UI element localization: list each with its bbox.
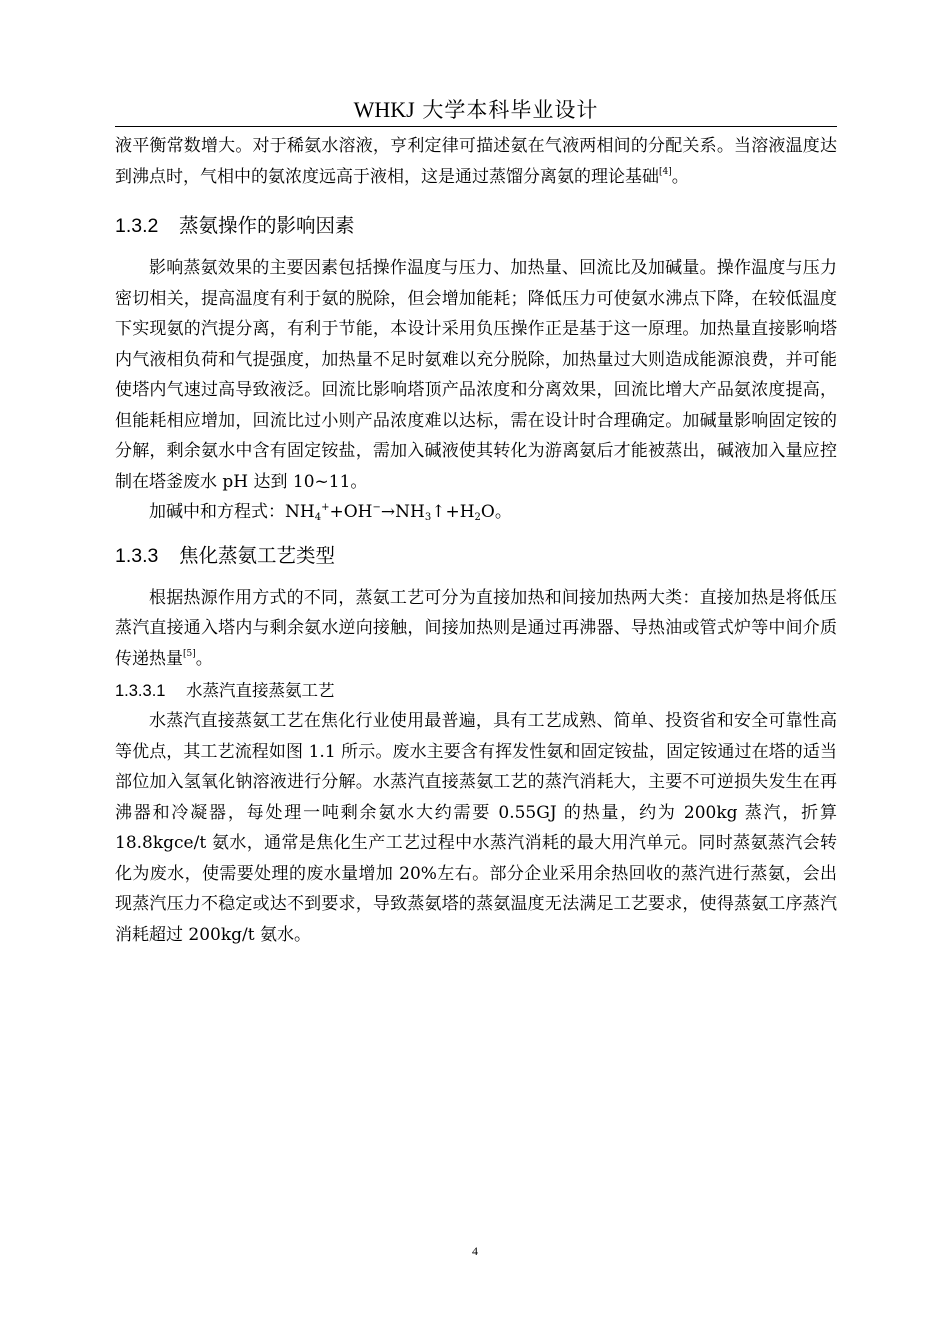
formula-sub: 2 — [474, 512, 481, 523]
formula-sub: 4 — [314, 512, 322, 523]
formula-end: 。 — [494, 502, 512, 522]
formula-nh4: NH — [285, 502, 315, 522]
paragraph-continued — [115, 131, 837, 192]
paragraph-direct-steam: 水蒸汽直接蒸氨工艺在焦化行业使用最普遍，具有工艺成熟、简单、投资省和安全可靠性高等优点，其工艺流程如图 1.1 所示。废水主要含有挥发性氨和固定铵盐，固定铵通过在塔的适当部位加入氢氧化钠溶液进行分解。水蒸汽直接蒸氨工艺的蒸汽消耗大，主要不可逆损失发生在再沸器和冷凝器，每处理一吨剩余氨水大约需要 0.55GJ 的热量，约为 200kg 蒸汽，折算 18.8kgce/t 氨水，通常是焦化生产工艺过程中水蒸汽消耗的最大用汽单元。同时蒸氨蒸汽会转化为废水，使需要处理的废水量增加 20%左右。部分企业采用余热回收的蒸汽进行蒸氨，会出现蒸汽压力不稳定或达不到要求，导致蒸氨塔的蒸氨温度无法满足工艺要求，使得蒸氨工序蒸汽消耗超过 200kg/t 氨水。 — [115, 711, 837, 945]
formula-label: 加碱中和方程式： — [149, 502, 285, 522]
section-number: 1.3.2 — [115, 215, 159, 237]
formula-o: O — [480, 502, 495, 522]
formula — [149, 502, 512, 522]
section-heading-1-3-3 — [115, 542, 837, 570]
subsection-number: 1.3.3.1 — [115, 682, 166, 700]
header-prefix: WHKJ — [353, 97, 415, 122]
citation-ref: [4] — [659, 166, 672, 177]
header-title: 大学本科毕业设计 — [422, 98, 599, 122]
header-rule — [115, 126, 837, 127]
page-number: 4 — [472, 1244, 478, 1258]
paragraph-process-types — [115, 583, 837, 675]
formula-nh3: NH — [395, 502, 425, 522]
reaction-arrow: → — [380, 502, 396, 522]
paragraph-influence-factors: 影响蒸氨效果的主要因素包括操作温度与压力、加热量、回流比及加碱量。操作温度与压力密切相关，提高温度有利于氨的脱除，但会增加能耗；降低压力可使氨水沸点下降，在较低温度下实现氨的汽提分离，有利于节能，本设计采用负压操作正是基于这一原理。加热量直接影响塔内气液相负荷和气提强度，加热量不足时氨难以充分脱除，加热量过大则造成能源浪费，并可能使塔内气速过高导致液泛。回流比影响塔顶产品浓度和分离效果，回流比增大产品氨浓度提高，但能耗相应增加，回流比过小则产品浓度难以达标，需在设计时合理确定。加碱量影响固定铵的分解，剩余氨水中含有固定铵盐，需加入碱液使其转化为游离氨后才能被蒸出，碱液加入量应控制在塔釜废水 pH 达到 10~11。 — [115, 258, 837, 492]
section-title: 蒸氨操作的影响因素 — [179, 214, 355, 237]
formula-h: +H — [445, 502, 475, 522]
formula-sup: − — [372, 502, 381, 513]
formula-sup: + — [321, 502, 330, 513]
subsection-title: 水蒸汽直接蒸氨工艺 — [186, 681, 335, 700]
paragraph-end: 。 — [195, 648, 213, 669]
paragraph-text: 根据热源作用方式的不同，蒸氨工艺可分为直接加热和间接加热两大类：直接加热是将低压蒸汽直接通入塔内与剩余氨水逆向接触，间接加热则是通过再沸器、导热油或管式炉等中间介质传递热量 — [115, 587, 837, 669]
gas-arrow: ↑ — [431, 502, 446, 522]
section-number: 1.3.3 — [115, 544, 159, 567]
paragraph-end: 。 — [671, 166, 689, 187]
formula-sub: 3 — [424, 512, 432, 523]
section-title: 焦化蒸氨工艺类型 — [179, 543, 336, 567]
formula-oh: +OH — [329, 502, 373, 522]
section-heading-1-3-2 — [115, 212, 837, 240]
formula-line — [115, 497, 837, 528]
citation-ref: [5] — [183, 648, 196, 659]
page-header — [115, 94, 837, 124]
page-body — [115, 131, 837, 950]
paragraph-text: 液平衡常数增大。对于稀氨水溶液，亨利定律可描述氨在气液两相间的分配关系。当溶液温度达到沸点时，气相中的氨浓度远高于液相，这是通过蒸馏分离氨的理论基础 — [115, 136, 837, 187]
subsection-heading-1-3-3-1 — [115, 678, 837, 704]
